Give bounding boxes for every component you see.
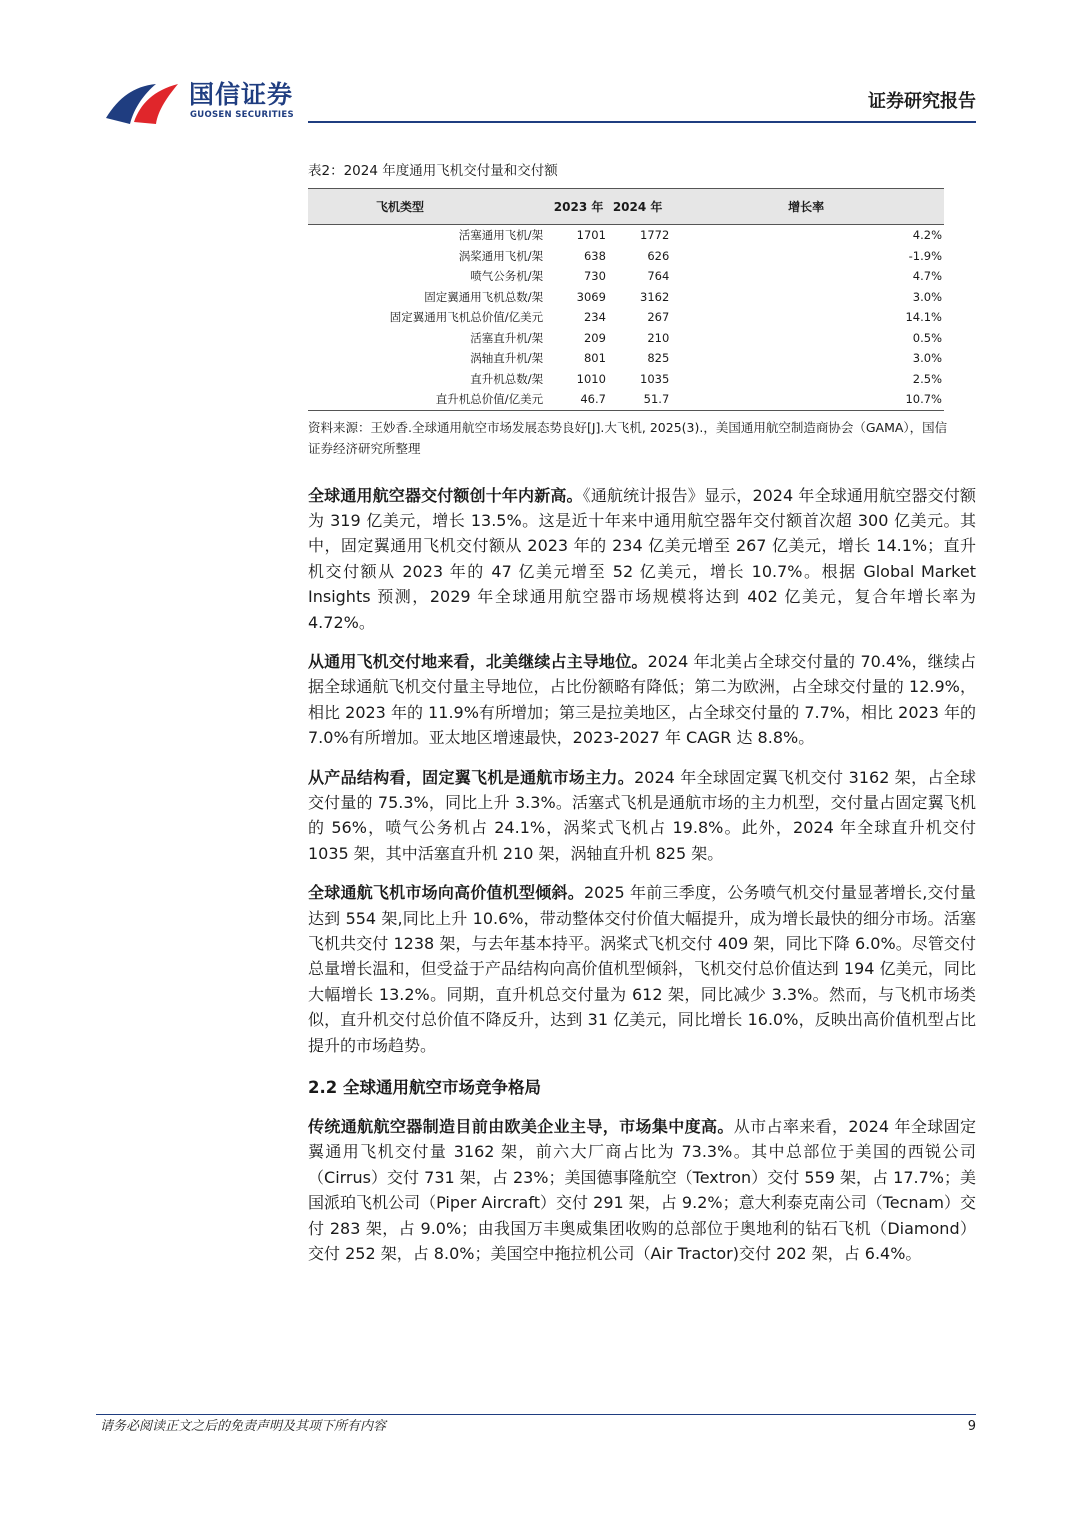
paragraph-lead: 全球通航飞机市场向高价值机型倾斜。 bbox=[308, 883, 584, 903]
paragraph-lead: 从产品结构看，固定翼飞机是通航市场主力。 bbox=[308, 767, 635, 787]
paragraph-body: 2024 年全球固定翼飞机交付 3162 架，占全球交付量的 75.3%，同比上升 3.3%。活塞式飞机是通航市场的主力机型，交付量占固定翼飞机的 56%，喷气公务机占 24.1%，涡桨式飞机占 19.8%。此外，2024 年全球直升机交付 1035 架，其中活塞直升机 210 架，涡轴直升机 825 架。 bbox=[308, 767, 976, 863]
page-header bbox=[0, 0, 1080, 130]
table-row bbox=[308, 348, 944, 369]
cell-growth: 4.7% bbox=[912, 269, 942, 283]
cell-growth: 2.5% bbox=[912, 371, 942, 386]
page-number: 9 bbox=[967, 1419, 976, 1434]
paragraph-competition bbox=[308, 1114, 976, 1266]
cell-2023: 1701 bbox=[576, 228, 606, 242]
table-caption: 表2：2024 年度通用飞机交付量和交付额 bbox=[308, 163, 558, 179]
col-header-type: 飞机类型 bbox=[308, 189, 547, 225]
footer-divider bbox=[96, 1414, 976, 1415]
table-source-note: 资料来源：王妙香.全球通用航空市场发展态势良好[J].大飞机, 2025(3).，美国通用航空制造商协会（GAMA），国信证券经济研究所整理 bbox=[308, 419, 948, 456]
paragraph-body: 2024 年北美占全球交付量的 70.4%，继续占据全球通航飞机交付量主导地位，占比份额略有降低；第二为欧洲，占全球交付量的 12.9%，相比 2023 年的 11.9%有所增加；第三是拉美地区，占全球交付量的 7.7%，相比 2023 年的 7.0%有所增加。亚太地区增速最快，2023-2027 年 CAGR 达 8.8%。 bbox=[308, 651, 976, 748]
cell-2023: 209 bbox=[583, 330, 606, 345]
brand-name-en: GUOSEN SECURITIES bbox=[190, 110, 294, 120]
cell-2023: 730 bbox=[583, 269, 606, 283]
cell-growth: -1.9% bbox=[908, 248, 942, 263]
cell-2023: 46.7 bbox=[547, 389, 606, 410]
paragraph-body: 《通航统计报告》显示，2024 年全球通用航空器交付额为 319 亿美元，增长 13.5%。这是近十年来中通用航空器年交付额首次超 300 亿美元。其中，固定翼通用飞机交付额从 2023 年的 234 亿美元增至 267 亿美元，增长 14.1%；直升机交付额从 2023 年的 47 亿美元增至 52 亿美元，增长 10.7%。根据 Global Market Insights 预测，2029 年全球通用航空器市场规模将达到 402 亿美元，复合年增长率为 4.72%。 bbox=[308, 485, 976, 632]
brand-name: 国信证券 bbox=[189, 80, 294, 109]
paragraph-high-value bbox=[308, 880, 976, 1058]
col-header-2024: 2024 年 bbox=[606, 189, 669, 225]
cell-2023: 234 bbox=[583, 310, 606, 324]
cell-2024: 1772 bbox=[640, 228, 670, 242]
cell-type: 活塞直升机/架 bbox=[470, 330, 544, 345]
table-row bbox=[308, 307, 944, 328]
cell-growth: 14.1% bbox=[905, 310, 942, 324]
cell-2024: 267 bbox=[647, 310, 670, 324]
table-header-row bbox=[308, 189, 944, 225]
cell-growth: 3.0% bbox=[912, 351, 942, 365]
section-heading: 2.2 全球通用航空市场竞争格局 bbox=[308, 1078, 541, 1098]
cell-growth: 10.7% bbox=[669, 389, 944, 410]
cell-type: 固定翼通用飞机总数/架 bbox=[424, 289, 544, 304]
cell-2023: 638 bbox=[583, 248, 606, 263]
footer-disclaimer: 请务必阅读正文之后的免责声明及其项下所有内容 bbox=[100, 1419, 387, 1434]
paragraph-delivery-value bbox=[308, 483, 976, 635]
guosen-logo-icon bbox=[104, 74, 184, 126]
paragraph-body: 2025 年前三季度，公务喷气机交付量显著增长,交付量达到 554 架,同比上升 10.6%，带动整体交付价值大幅提升，成为增长最快的细分市场。活塞飞机共交付 1238 架，与去年基本持平。涡桨式飞机交付 409 架，同比下降 6.0%。尽管交付总量增长温和，但受益于产品结构向高价值机型倾斜，飞机交付总价值达到 194 亿美元，同比大幅增长 13.2%。同期，直升机总交付量为 612 架，同比减少 3.3%。然而，与飞机市场类似，直升机交付总价值不降反升，达到 31 亿美元，同比增长 16.0%，反映出高价值机型占比提升的市场趋势。 bbox=[308, 883, 976, 1055]
table-row bbox=[308, 369, 944, 390]
col-header-growth: 增长率 bbox=[669, 189, 944, 225]
table-row bbox=[308, 389, 944, 410]
cell-type: 直升机总价值/亿美元 bbox=[308, 389, 547, 410]
paragraph-body: 从市占率来看，2024 年全球固定翼通用飞机交付量 3162 架，前六大厂商占比为 73.3%。其中总部位于美国的西锐公司（Cirrus）交付 731 架，占 23%；美国德事隆航空（Textron）交付 559 架，占 17.7%；美国派珀飞机公司（Piper Aircraft）交付 291 架，占 9.2%；意大利泰克南公司（Tecnam）交付 283 架，占 9.0%；由我国万丰奥威集团收购的总部位于奥地利的钻石飞机（Diamond）交付 252 架，占 8.0%；美国空中拖拉机公司（Air Tractor)交付 202 架，占 6.4%。 bbox=[308, 1117, 976, 1264]
cell-type: 直升机总数/架 bbox=[470, 371, 544, 386]
cell-2024: 1035 bbox=[640, 371, 670, 386]
paragraph-lead: 传统通航航空器制造目前由欧美企业主导，市场集中度高。 bbox=[308, 1117, 734, 1137]
cell-type: 固定翼通用飞机总价值/亿美元 bbox=[389, 310, 544, 324]
main-content bbox=[308, 160, 976, 1266]
cell-type: 喷气公务机/架 bbox=[470, 269, 544, 283]
delivery-table bbox=[308, 188, 944, 411]
report-type-label: 证券研究报告 bbox=[868, 91, 976, 112]
cell-2024: 764 bbox=[647, 269, 670, 283]
col-header-2023: 2023 年 bbox=[547, 189, 606, 225]
paragraph-lead: 从通用飞机交付地来看，北美继续占主导地位。 bbox=[308, 651, 648, 671]
header-divider bbox=[308, 121, 976, 123]
table-row bbox=[308, 225, 944, 246]
cell-2023: 1010 bbox=[576, 371, 606, 386]
paragraph-region bbox=[308, 649, 976, 751]
cell-growth: 4.2% bbox=[912, 228, 942, 242]
cell-type: 涡桨通用飞机/架 bbox=[458, 248, 544, 263]
cell-2024: 626 bbox=[647, 248, 670, 263]
cell-2024: 825 bbox=[647, 351, 670, 365]
cell-2024: 3162 bbox=[640, 289, 670, 304]
paragraph-lead: 全球通用航空器交付额创十年内新高。 bbox=[308, 485, 583, 505]
table-row bbox=[308, 287, 944, 308]
cell-growth: 0.5% bbox=[912, 330, 942, 345]
cell-growth: 3.0% bbox=[912, 289, 942, 304]
paragraph-product-structure bbox=[308, 765, 976, 867]
cell-type: 活塞通用飞机/架 bbox=[458, 228, 544, 242]
cell-type: 涡轴直升机/架 bbox=[470, 351, 544, 365]
cell-2024: 51.7 bbox=[606, 389, 669, 410]
cell-2023: 3069 bbox=[576, 289, 606, 304]
table-row bbox=[308, 266, 944, 287]
cell-2023: 801 bbox=[583, 351, 606, 365]
table-row bbox=[308, 246, 944, 267]
table-row bbox=[308, 328, 944, 349]
cell-2024: 210 bbox=[647, 330, 670, 345]
